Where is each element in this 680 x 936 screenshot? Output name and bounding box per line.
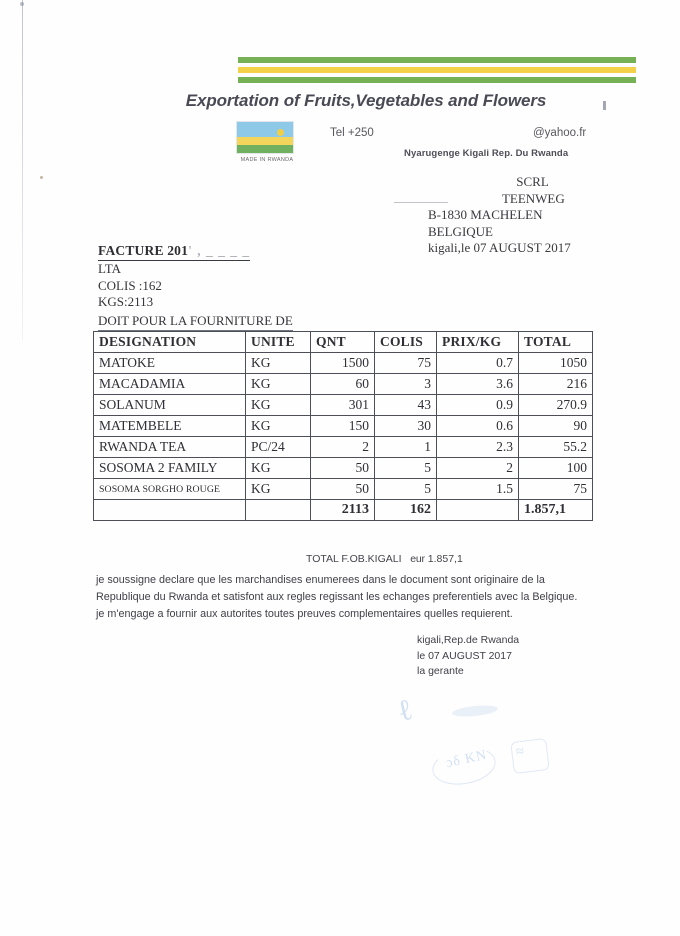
invoice-meta-lines	[98, 261, 162, 311]
faded-text-artifact	[394, 202, 448, 203]
cell-prix: 2.3	[437, 437, 519, 458]
cell-unite: KG	[246, 479, 311, 500]
consignee-line-3: B-1830 MACHELEN	[428, 207, 543, 222]
consignee-date-line: kigali,le 07 AUGUST 2017	[428, 240, 571, 255]
supply-statement: DOIT POUR LA FOURNITURE DE	[98, 313, 293, 331]
stripe-green-top	[238, 57, 636, 63]
cell-prix: 3.6	[437, 374, 519, 395]
cell-total: 100	[519, 458, 593, 479]
invoice-table	[93, 331, 593, 521]
flag-icon	[236, 121, 294, 154]
contact-email: @yahoo.fr	[533, 127, 587, 139]
table-row	[94, 479, 593, 500]
cell-unite: KG	[246, 353, 311, 374]
colis-line: COLIS :162	[98, 277, 162, 293]
sun-icon	[277, 129, 284, 136]
cell-prix: 0.6	[437, 416, 519, 437]
letterhead-stripes	[238, 57, 636, 87]
cell-prix: 2	[437, 458, 519, 479]
declaration-text	[96, 572, 596, 623]
handwriting-mark-swoosh: ℓ	[394, 692, 417, 729]
cell-colis: 5	[375, 458, 437, 479]
table-row	[94, 458, 593, 479]
invoice-number	[98, 243, 250, 261]
cell-prix: 0.7	[437, 353, 519, 374]
cell-unite: KG	[246, 395, 311, 416]
handwriting-smudge	[452, 704, 499, 719]
cell-qnt: 60	[311, 374, 375, 395]
header-unite: UNITE	[246, 332, 311, 353]
consignee-block	[428, 174, 571, 257]
table-body	[94, 353, 593, 521]
stamp-mark: ≈	[514, 743, 526, 761]
kgs-line: KGS:2113	[98, 294, 154, 309]
cell-total: 55.2	[519, 437, 593, 458]
signature-place: kigali,Rep.de Rwanda	[417, 634, 520, 646]
declaration-line-3: je m'engage a fournir aux autorites toutes preuves complementaires quelles requierent.	[96, 608, 513, 620]
cell-total: 90	[519, 416, 593, 437]
cell-colis: 3	[375, 374, 437, 395]
flag-caption: MADE IN RWANDA	[240, 157, 294, 163]
declaration-line-1: je soussigne declare que les marchandises enumerees dans le document sont originaire de la	[96, 574, 545, 586]
table-row	[94, 353, 593, 374]
cell-designation: MATEMBELE	[94, 416, 246, 437]
cell-qnt: 150	[311, 416, 375, 437]
scan-artifact-dot	[20, 2, 24, 6]
totals-cell-total: 1.857,1	[519, 500, 593, 521]
cell-total: 270.9	[519, 395, 593, 416]
flag-band-yellow	[237, 137, 293, 145]
table-row	[94, 416, 593, 437]
cell-prix: 0.9	[437, 395, 519, 416]
rwanda-flag-logo	[236, 121, 298, 163]
cell-qnt: 1500	[311, 353, 375, 374]
cell-colis: 75	[375, 353, 437, 374]
signature-block	[417, 633, 519, 680]
consignee-line-2	[428, 191, 571, 208]
cell-qnt: 301	[311, 395, 375, 416]
header-prix: PRIX/KG	[437, 332, 519, 353]
handwriting-mark-initials: ɔδ KN	[444, 747, 489, 772]
invoice-number-faded: ' , _ _ _ _	[188, 243, 251, 258]
consignee-line-2-text: TEENWEG	[501, 190, 565, 206]
table-header-row	[94, 332, 593, 353]
consignee-line-1: SCRL	[516, 174, 549, 189]
company-title: Exportation of Fruits,Vegetables and Flowers	[185, 91, 547, 110]
cell-total: 216	[519, 374, 593, 395]
contact-address: Nyarugenge Kigali Rep. Du Rwanda	[404, 148, 569, 159]
table-row	[94, 437, 593, 458]
header-designation: DESIGNATION	[94, 332, 246, 353]
contact-telephone: Tel +250	[330, 127, 374, 139]
cell-designation: RWANDA TEA	[94, 437, 246, 458]
cell-designation: SOLANUM	[94, 395, 246, 416]
cell-unite: PC/24	[246, 437, 311, 458]
cell-colis: 43	[375, 395, 437, 416]
cell-unite: KG	[246, 458, 311, 479]
table-row	[94, 395, 593, 416]
fob-currency: eur	[410, 553, 425, 565]
invoice-number-label: FACTURE 201	[98, 243, 189, 258]
scan-artifact-line	[22, 0, 23, 340]
cell-colis: 5	[375, 479, 437, 500]
totals-cell-colis: 162	[375, 500, 437, 521]
consignee-line-4: BELGIQUE	[428, 223, 493, 239]
cell-total: 75	[519, 479, 593, 500]
totals-cell-prix	[437, 500, 519, 521]
stripe-yellow-middle	[238, 67, 636, 73]
cell-designation: MATOKE	[94, 353, 246, 374]
lta-line: LTA	[98, 261, 122, 276]
totals-cell-qnt: 2113	[311, 500, 375, 521]
stripe-green-bottom	[238, 77, 636, 83]
fob-amount: 1.857,1	[427, 553, 463, 565]
flag-band-green	[237, 145, 293, 153]
signature-title: la gerante	[417, 665, 464, 677]
header-total: TOTAL	[519, 332, 593, 353]
table-totals-row	[94, 500, 593, 521]
cell-designation: SOSOMA SORGHO ROUGE	[94, 479, 246, 500]
totals-cell-unite	[246, 500, 311, 521]
header-colis: COLIS	[375, 332, 437, 353]
cell-unite: KG	[246, 416, 311, 437]
scan-artifact-speck-secondary	[40, 176, 43, 179]
header-qnt: QNT	[311, 332, 375, 353]
cell-total: 1050	[519, 353, 593, 374]
table-row	[94, 374, 593, 395]
cell-colis: 1	[375, 437, 437, 458]
fob-total-line	[306, 553, 463, 565]
cell-qnt: 50	[311, 479, 375, 500]
declaration-line-2: Republique du Rwanda et satisfont aux regles regissant les echanges preferentiels avec la Belgique.	[96, 591, 578, 603]
fob-label: TOTAL F.OB.KIGALI	[306, 553, 402, 565]
cell-unite: KG	[246, 374, 311, 395]
totals-cell-designation	[94, 500, 246, 521]
cell-qnt: 50	[311, 458, 375, 479]
cell-prix: 1.5	[437, 479, 519, 500]
cell-qnt: 2	[311, 437, 375, 458]
cell-designation: MACADAMIA	[94, 374, 246, 395]
cell-designation: SOSOMA 2 FAMILY	[94, 458, 246, 479]
flag-band-blue	[237, 122, 293, 137]
signature-date: le 07 AUGUST 2017	[417, 649, 512, 662]
cell-colis: 30	[375, 416, 437, 437]
